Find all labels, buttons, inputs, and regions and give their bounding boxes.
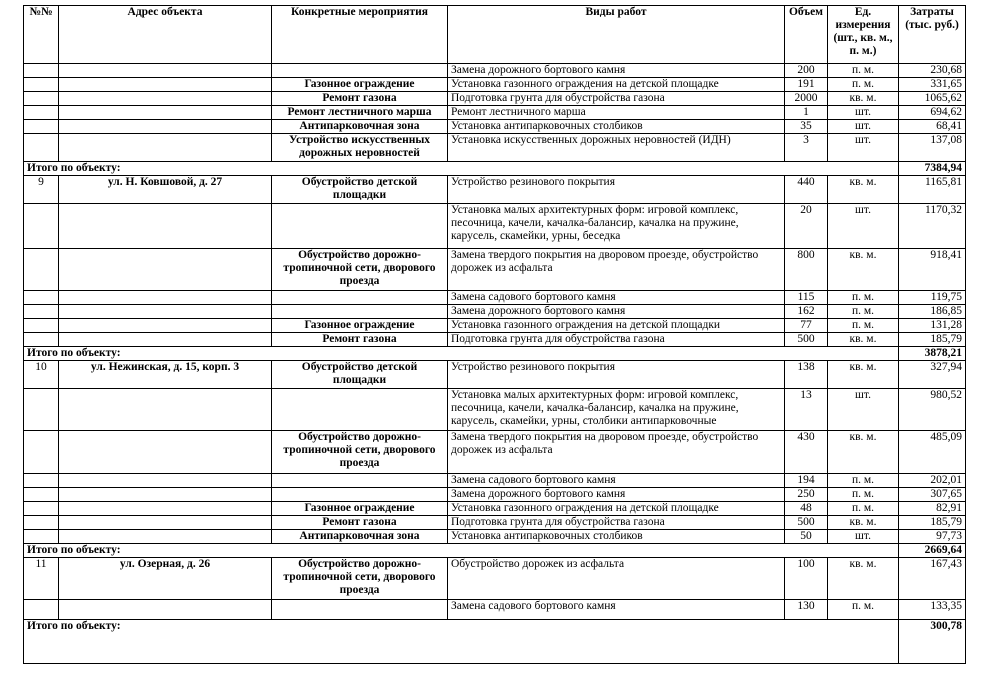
table-header <box>24 6 966 64</box>
cell-cost: 133,35 <box>899 600 966 620</box>
cell-measure <box>272 204 448 249</box>
cell-volume: 430 <box>785 431 828 474</box>
cell-volume: 138 <box>785 361 828 389</box>
table-row <box>24 249 966 291</box>
cell-address <box>59 530 272 544</box>
total-row <box>24 544 966 558</box>
table-row <box>24 176 966 204</box>
table-row <box>24 78 966 92</box>
cell-work: Подготовка грунта для обустройства газона <box>448 333 785 347</box>
cell-cost: 185,79 <box>899 333 966 347</box>
table-row <box>24 291 966 305</box>
cell-measure: Ремонт газона <box>272 333 448 347</box>
cell-volume: 20 <box>785 204 828 249</box>
cell-measure <box>272 64 448 78</box>
cell-address <box>59 431 272 474</box>
cell-address <box>59 600 272 620</box>
cell-work: Установка малых архитектурных форм: игровой комплекс, песочница, качели, качалка-балансир, качалка на пружине, карусель, скамейки, урны, беседка <box>448 204 785 249</box>
header-works: Виды работ <box>448 6 785 64</box>
cell-measure: Газонное ограждение <box>272 319 448 333</box>
cell-measure <box>272 474 448 488</box>
cell-work: Замена садового бортового камня <box>448 600 785 620</box>
cell-address <box>59 333 272 347</box>
cell-volume: 191 <box>785 78 828 92</box>
table-row <box>24 92 966 106</box>
cell-measure: Устройство искусственных дорожных неровностей <box>272 134 448 162</box>
table-row <box>24 600 966 620</box>
cell-address <box>59 204 272 249</box>
cell-unit: кв. м. <box>828 249 899 291</box>
cell-unit: п. м. <box>828 502 899 516</box>
table-row <box>24 558 966 600</box>
cell-work: Установка газонного ограждения на детской площадке <box>448 502 785 516</box>
cell-unit: п. м. <box>828 291 899 305</box>
cell-address: ул. Нежинская, д. 15, корп. 3 <box>59 361 272 389</box>
cell-address <box>59 319 272 333</box>
table-row <box>24 319 966 333</box>
table-row <box>24 361 966 389</box>
cell-unit: шт. <box>828 134 899 162</box>
cell-volume: 100 <box>785 558 828 600</box>
cell-measure: Антипарковочная зона <box>272 120 448 134</box>
cell-unit: п. м. <box>828 474 899 488</box>
header-measures: Конкретные мероприятия <box>272 6 448 64</box>
cell-num: 10 <box>24 361 59 389</box>
table-row <box>24 64 966 78</box>
cell-num <box>24 78 59 92</box>
cell-unit: кв. м. <box>828 558 899 600</box>
cell-num <box>24 249 59 291</box>
cell-num <box>24 134 59 162</box>
cell-measure: Антипарковочная зона <box>272 530 448 544</box>
cell-cost: 119,75 <box>899 291 966 305</box>
total-row <box>24 347 966 361</box>
cell-num <box>24 474 59 488</box>
table-row <box>24 333 966 347</box>
cell-volume: 3 <box>785 134 828 162</box>
table-row <box>24 106 966 120</box>
cell-cost: 327,94 <box>899 361 966 389</box>
cell-work: Установка антипарковочных столбиков <box>448 120 785 134</box>
cell-cost: 307,65 <box>899 488 966 502</box>
cell-work: Замена твердого покрытия на дворовом проезде, обустройство дорожек из асфальта <box>448 431 785 474</box>
cell-cost: 82,91 <box>899 502 966 516</box>
total-row <box>24 620 966 664</box>
cell-unit: кв. м. <box>828 361 899 389</box>
cell-unit: шт. <box>828 389 899 431</box>
cell-work: Подготовка грунта для обустройства газона <box>448 92 785 106</box>
cell-measure <box>272 600 448 620</box>
table-row <box>24 502 966 516</box>
cell-num <box>24 64 59 78</box>
cell-address <box>59 64 272 78</box>
cell-measure: Обустройство дорожно-тропиночной сети, дворового проезда <box>272 558 448 600</box>
cell-num <box>24 319 59 333</box>
cell-cost: 1065,62 <box>899 92 966 106</box>
total-row <box>24 162 966 176</box>
cell-cost: 1170,32 <box>899 204 966 249</box>
cell-unit: кв. м. <box>828 516 899 530</box>
cell-cost: 68,41 <box>899 120 966 134</box>
cell-volume: 13 <box>785 389 828 431</box>
table-row <box>24 389 966 431</box>
table-body <box>24 64 966 664</box>
cell-address <box>59 249 272 291</box>
cell-num <box>24 204 59 249</box>
cell-work: Ремонт лестничного марша <box>448 106 785 120</box>
cell-cost: 131,28 <box>899 319 966 333</box>
cell-measure: Газонное ограждение <box>272 78 448 92</box>
cell-cost: 186,85 <box>899 305 966 319</box>
cell-num <box>24 106 59 120</box>
cell-volume: 77 <box>785 319 828 333</box>
cell-unit: шт. <box>828 204 899 249</box>
cell-work: Замена дорожного бортового камня <box>448 488 785 502</box>
cell-work: Замена дорожного бортового камня <box>448 64 785 78</box>
cell-address <box>59 516 272 530</box>
cell-address <box>59 389 272 431</box>
cell-work: Устройство резинового покрытия <box>448 176 785 204</box>
cell-volume: 162 <box>785 305 828 319</box>
cell-cost: 694,62 <box>899 106 966 120</box>
cell-num <box>24 516 59 530</box>
cell-volume: 50 <box>785 530 828 544</box>
cell-measure: Обустройство дорожно-тропиночной сети, дворового проезда <box>272 431 448 474</box>
cell-address <box>59 106 272 120</box>
header-num: №№ <box>24 6 59 64</box>
cell-unit: п. м. <box>828 305 899 319</box>
cell-measure: Ремонт газона <box>272 92 448 106</box>
table-row <box>24 431 966 474</box>
cell-volume: 130 <box>785 600 828 620</box>
table-row <box>24 134 966 162</box>
works-table <box>23 5 966 664</box>
cell-num <box>24 502 59 516</box>
cell-measure <box>272 291 448 305</box>
table-row <box>24 120 966 134</box>
cell-address <box>59 134 272 162</box>
total-cost: 2669,64 <box>899 544 966 558</box>
table-row <box>24 530 966 544</box>
cell-unit: п. м. <box>828 488 899 502</box>
cell-cost: 331,65 <box>899 78 966 92</box>
cell-work: Установка антипарковочных столбиков <box>448 530 785 544</box>
cell-address <box>59 488 272 502</box>
cell-address: ул. Озерная, д. 26 <box>59 558 272 600</box>
total-cost: 7384,94 <box>899 162 966 176</box>
cell-unit: п. м. <box>828 319 899 333</box>
header-address: Адрес объекта <box>59 6 272 64</box>
total-label: Итого по объекту: <box>24 544 899 558</box>
total-cost: 3878,21 <box>899 347 966 361</box>
cell-volume: 200 <box>785 64 828 78</box>
cell-cost: 202,01 <box>899 474 966 488</box>
cell-measure: Обустройство детской площадки <box>272 361 448 389</box>
cell-work: Замена садового бортового камня <box>448 291 785 305</box>
cell-measure <box>272 488 448 502</box>
cell-work: Замена садового бортового камня <box>448 474 785 488</box>
cell-cost: 485,09 <box>899 431 966 474</box>
cell-work: Замена твердого покрытия на дворовом проезде, обустройство дорожек из асфальта <box>448 249 785 291</box>
cell-num <box>24 120 59 134</box>
cell-num <box>24 305 59 319</box>
total-label: Итого по объекту: <box>24 162 899 176</box>
cell-volume: 2000 <box>785 92 828 106</box>
cell-work: Установка газонного ограждения на детской площадке <box>448 78 785 92</box>
table-row <box>24 204 966 249</box>
cell-address <box>59 305 272 319</box>
cell-num <box>24 291 59 305</box>
cell-measure <box>272 305 448 319</box>
cell-volume: 250 <box>785 488 828 502</box>
cell-work: Обустройство дорожек из асфальта <box>448 558 785 600</box>
cell-volume: 115 <box>785 291 828 305</box>
cell-address <box>59 474 272 488</box>
cell-num <box>24 488 59 502</box>
cell-unit: кв. м. <box>828 333 899 347</box>
cell-unit: п. м. <box>828 600 899 620</box>
cell-num: 11 <box>24 558 59 600</box>
cell-cost: 167,43 <box>899 558 966 600</box>
cell-volume: 35 <box>785 120 828 134</box>
cell-num <box>24 600 59 620</box>
cell-unit: кв. м. <box>828 176 899 204</box>
cell-measure: Газонное ограждение <box>272 502 448 516</box>
cell-work: Устройство резинового покрытия <box>448 361 785 389</box>
cell-num <box>24 333 59 347</box>
total-cost: 300,78 <box>899 620 966 664</box>
cell-address <box>59 78 272 92</box>
cell-work: Подготовка грунта для обустройства газона <box>448 516 785 530</box>
cell-cost: 137,08 <box>899 134 966 162</box>
cell-volume: 440 <box>785 176 828 204</box>
cell-measure: Обустройство детской площадки <box>272 176 448 204</box>
cell-unit: п. м. <box>828 78 899 92</box>
cell-address: ул. Н. Ковшовой, д. 27 <box>59 176 272 204</box>
cell-address <box>59 291 272 305</box>
cell-volume: 500 <box>785 516 828 530</box>
cell-unit: кв. м. <box>828 431 899 474</box>
cell-cost: 185,79 <box>899 516 966 530</box>
cell-measure: Обустройство дорожно-тропиночной сети, дворового проезда <box>272 249 448 291</box>
header-volume: Объем <box>785 6 828 64</box>
table-row <box>24 516 966 530</box>
header-unit: Ед. измерения (шт., кв. м., п. м.) <box>828 6 899 64</box>
cell-num <box>24 431 59 474</box>
table-row <box>24 305 966 319</box>
table-row <box>24 474 966 488</box>
cell-num <box>24 530 59 544</box>
cell-cost: 230,68 <box>899 64 966 78</box>
cell-unit: кв. м. <box>828 92 899 106</box>
total-label: Итого по объекту: <box>24 620 899 664</box>
cell-work: Установка газонного ограждения на детской площадки <box>448 319 785 333</box>
cell-work: Замена дорожного бортового камня <box>448 305 785 319</box>
cell-cost: 918,41 <box>899 249 966 291</box>
cell-volume: 800 <box>785 249 828 291</box>
cell-num: 9 <box>24 176 59 204</box>
cell-volume: 1 <box>785 106 828 120</box>
table-row <box>24 488 966 502</box>
total-label: Итого по объекту: <box>24 347 899 361</box>
cell-unit: шт. <box>828 106 899 120</box>
cell-volume: 194 <box>785 474 828 488</box>
cell-address <box>59 120 272 134</box>
header-cost: Затраты (тыс. руб.) <box>899 6 966 64</box>
cell-volume: 48 <box>785 502 828 516</box>
cell-num <box>24 92 59 106</box>
cell-unit: п. м. <box>828 64 899 78</box>
cell-cost: 1165,81 <box>899 176 966 204</box>
cell-cost: 97,73 <box>899 530 966 544</box>
cell-work: Установка малых архитектурных форм: игровой комплекс, песочница, качели, качалка-балансир, качалка на пружине, карусель, скамейки, урны, столбики антипарковочные <box>448 389 785 431</box>
cell-volume: 500 <box>785 333 828 347</box>
cell-address <box>59 92 272 106</box>
cell-address <box>59 502 272 516</box>
cell-measure: Ремонт газона <box>272 516 448 530</box>
cell-work: Установка искусственных дорожных неровностей (ИДН) <box>448 134 785 162</box>
cell-measure: Ремонт лестничного марша <box>272 106 448 120</box>
cell-unit: шт. <box>828 530 899 544</box>
cell-measure <box>272 389 448 431</box>
cell-cost: 980,52 <box>899 389 966 431</box>
cell-num <box>24 389 59 431</box>
cell-unit: шт. <box>828 120 899 134</box>
